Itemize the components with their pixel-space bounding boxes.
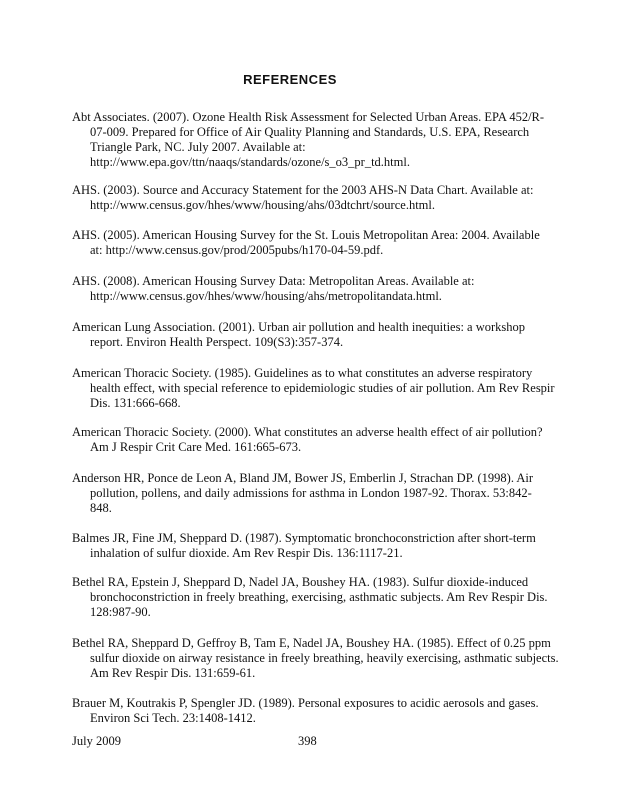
reference-line: pollution, pollens, and daily admissions for asthma in London 1987-92. Thorax. 53:842- (90, 486, 532, 500)
reference-line: Environ Sci Tech. 23:1408-1412. (90, 711, 256, 725)
reference-entry (72, 575, 572, 620)
reference-line: health effect, with special reference to epidemiologic studies of air pollution. Am Rev Respir (90, 381, 555, 395)
reference-line: 848. (90, 501, 112, 515)
reference-entry (72, 183, 572, 213)
reference-line: http://www.epa.gov/ttn/naaqs/standards/ozone/s_o3_pr_td.html. (90, 155, 410, 169)
reference-line: AHS. (2003). Source and Accuracy Statement for the 2003 AHS-N Data Chart. Available at: (72, 183, 534, 197)
reference-line: Brauer M, Koutrakis P, Spengler JD. (1989). Personal exposures to acidic aerosols and gases. (72, 696, 539, 710)
reference-line: at: http://www.census.gov/prod/2005pubs/h170-04-59.pdf. (90, 243, 384, 257)
reference-line: sulfur dioxide on airway resistance in freely breathing, heavily exercising, asthmatic subjects. (90, 651, 559, 665)
reference-entry (72, 531, 572, 561)
reference-entry (72, 320, 572, 350)
reference-line: Bethel RA, Epstein J, Sheppard D, Nadel JA, Boushey HA. (1983). Sulfur dioxide-induced (72, 575, 529, 589)
reference-line: American Thoracic Society. (2000). What constitutes an adverse health effect of air pollution? (72, 425, 543, 439)
reference-line: Am Rev Respir Dis. 131:659-61. (90, 666, 256, 680)
reference-line: 07-009. Prepared for Office of Air Quality Planning and Standards, U.S. EPA, Research (90, 125, 530, 139)
reference-line: American Lung Association. (2001). Urban air pollution and health inequities: a workshop (72, 320, 526, 334)
reference-line: Triangle Park, NC. July 2007. Available at: (90, 140, 306, 154)
footer-date: July 2009 (72, 734, 121, 748)
reference-line: Bethel RA, Sheppard D, Geffroy B, Tam E, Nadel JA, Boushey HA. (1985). Effect of 0.25 ppm (72, 636, 551, 650)
reference-entry (72, 110, 572, 170)
page-number: 398 (298, 734, 317, 748)
reference-line: Abt Associates. (2007). Ozone Health Risk Assessment for Selected Urban Areas. EPA 452/R- (72, 110, 545, 124)
reference-line: Am J Respir Crit Care Med. 161:665-673. (90, 440, 302, 454)
page-heading: REFERENCES (243, 72, 337, 87)
reference-line: American Thoracic Society. (1985). Guidelines as to what constitutes an adverse respiratory (72, 366, 533, 380)
reference-line: Anderson HR, Ponce de Leon A, Bland JM, Bower JS, Emberlin J, Strachan DP. (1998). Air (72, 471, 534, 485)
reference-line: http://www.census.gov/hhes/www/housing/ahs/03dtchrt/source.html. (90, 198, 435, 212)
reference-entry (72, 636, 572, 681)
reference-entry (72, 471, 572, 516)
reference-line: http://www.census.gov/hhes/www/housing/ahs/metropolitandata.html. (90, 289, 442, 303)
reference-entry (72, 228, 572, 258)
reference-line: Balmes JR, Fine JM, Sheppard D. (1987). Symptomatic bronchoconstriction after short-term (72, 531, 536, 545)
reference-line: bronchoconstriction in freely breathing, exercising, asthmatic subjects. Am Rev Respir Dis. (90, 590, 548, 604)
reference-line: Dis. 131:666-668. (90, 396, 181, 410)
reference-entry (72, 425, 572, 455)
reference-entry (72, 366, 572, 411)
reference-line: AHS. (2008). American Housing Survey Data: Metropolitan Areas. Available at: (72, 274, 475, 288)
reference-entry (72, 274, 572, 304)
reference-line: 128:987-90. (90, 605, 151, 619)
reference-line: report. Environ Health Perspect. 109(S3):357-374. (90, 335, 344, 349)
reference-entry (72, 696, 572, 726)
reference-line: inhalation of sulfur dioxide. Am Rev Respir Dis. 136:1117-21. (90, 546, 403, 560)
reference-line: AHS. (2005). American Housing Survey for the St. Louis Metropolitan Area: 2004. Available (72, 228, 540, 242)
